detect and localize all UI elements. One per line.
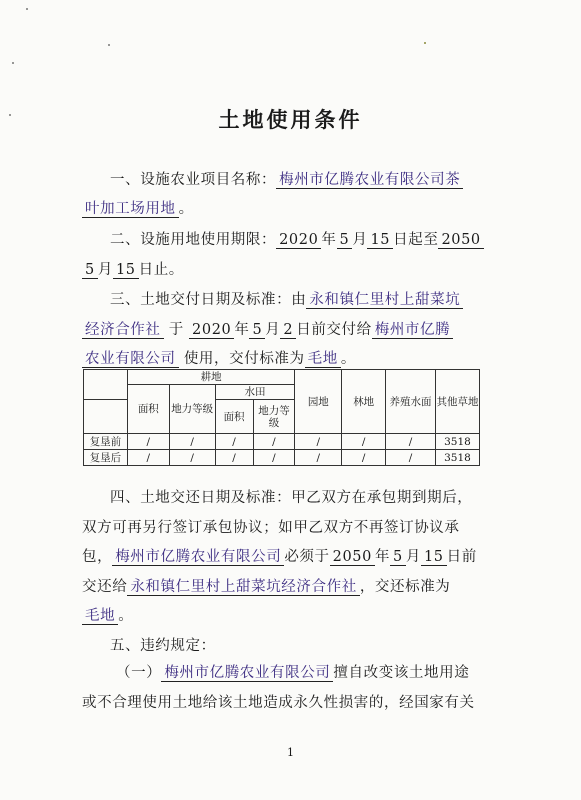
item2-line2 xyxy=(82,258,184,279)
page-title: 土地使用条件 xyxy=(218,107,363,132)
table-cell: / xyxy=(295,434,342,450)
item4-line3 xyxy=(82,545,477,566)
table-cell: / xyxy=(386,434,436,450)
header-dili: 地力等级 xyxy=(169,385,215,434)
year-char: 年 xyxy=(321,232,337,248)
table-row xyxy=(84,450,480,466)
item4-end: 。 xyxy=(118,608,134,624)
table-cell: / xyxy=(342,450,386,466)
item2-end-year: 2050 xyxy=(438,232,483,249)
item2-start-month: 5 xyxy=(337,232,353,249)
item1-label: 一、设施农业项目名称： xyxy=(110,172,277,188)
table-cell: / xyxy=(215,434,253,450)
item4-line5 xyxy=(82,604,133,625)
row-label: 复垦后 xyxy=(84,450,128,466)
month-char: 月 xyxy=(352,232,368,248)
item1-line2 xyxy=(82,197,194,218)
table-cell: / xyxy=(295,450,342,466)
item3-year: 2020 xyxy=(189,322,234,339)
item4-must: 必须于 xyxy=(284,549,330,565)
header-mianji: 面积 xyxy=(127,385,169,434)
month-char: 月 xyxy=(405,549,421,565)
item2-end-month: 5 xyxy=(82,262,98,279)
item3-label: 三、土地交付日期及标准：由 xyxy=(110,292,307,308)
table-cell: / xyxy=(127,434,169,450)
scan-speck xyxy=(424,42,426,44)
table-cell: / xyxy=(342,434,386,450)
item4-month: 5 xyxy=(390,549,406,566)
item5-sub-number: （一） xyxy=(116,665,162,681)
item1-project-name: 梅州市亿腾农业有限公司茶 xyxy=(276,172,463,189)
header-lindi: 林地 xyxy=(342,370,386,434)
scan-speck xyxy=(108,44,110,46)
table-cell: / xyxy=(169,434,215,450)
item3-to-party: 梅州市亿腾 xyxy=(372,322,454,339)
header-shuitian-dili: 地力等级 xyxy=(253,400,295,434)
item1-line1 xyxy=(110,168,463,189)
item4-pre: 包， xyxy=(82,549,113,565)
table-cell: / xyxy=(253,434,295,450)
scan-speck xyxy=(26,8,28,10)
header-qita: 其他草地 xyxy=(435,370,479,434)
item1-project-name-cont: 叶加工场用地 xyxy=(82,201,179,218)
item4-day: 15 xyxy=(421,549,447,566)
item3-from-party-cont: 经济合作社 xyxy=(82,322,164,339)
item4-year: 2050 xyxy=(330,549,375,566)
table-cell: / xyxy=(127,450,169,466)
item3-use-text: 使用，交付标准为 xyxy=(183,351,305,367)
item4-line4 xyxy=(82,575,450,596)
item2-start-year: 2020 xyxy=(276,232,321,249)
item3-to-party-cont: 农业有限公司 xyxy=(82,351,179,368)
item2-until-text: 日止。 xyxy=(138,262,184,278)
item3-yu: 于 xyxy=(168,322,184,338)
table-header-row xyxy=(84,370,480,385)
item3-standard: 毛地 xyxy=(305,351,341,368)
item4-standard-text: ，交还标准为 xyxy=(359,579,451,595)
table-cell: / xyxy=(386,450,436,466)
table-cell: 3518 xyxy=(435,434,479,450)
item4-line2: 双方可再另行签订承包协议；如甲乙双方不再签订协议承 xyxy=(82,520,460,536)
item3-line1 xyxy=(110,288,463,309)
item3-end: 。 xyxy=(340,351,356,367)
item2-end-day: 15 xyxy=(113,262,139,279)
table-row xyxy=(84,434,480,450)
item4-return-to: 交还给 xyxy=(82,579,128,595)
header-shuitian: 水田 xyxy=(215,385,295,400)
table-cell: / xyxy=(215,450,253,466)
item4-day-text: 日前 xyxy=(446,549,477,565)
year-char: 年 xyxy=(234,322,250,338)
header-shuitian-mianji: 面积 xyxy=(215,400,253,434)
item2-line1 xyxy=(110,228,484,249)
item3-deliver-text: 日前交付给 xyxy=(296,322,372,338)
header-yuandi: 园地 xyxy=(295,370,342,434)
month-char: 月 xyxy=(97,262,113,278)
item5-label: 五、违约规定： xyxy=(110,638,216,654)
item4-line1: 四、土地交还日期及标准：甲乙双方在承包期到期后， xyxy=(110,490,473,506)
item2-start-day: 15 xyxy=(367,232,393,249)
item5-text1: 擅自改变该土地用途 xyxy=(333,665,470,681)
table-cell: / xyxy=(169,450,215,466)
year-char: 年 xyxy=(374,549,391,565)
land-table xyxy=(83,369,480,466)
item3-from-party: 永和镇仁里村上甜菜坑 xyxy=(306,292,463,309)
table-cell: 3518 xyxy=(435,450,479,466)
item2-from-text: 日起至 xyxy=(393,232,439,248)
scan-speck xyxy=(12,62,14,64)
item2-label: 二、设施用地使用期限： xyxy=(110,232,277,248)
page-number: 1 xyxy=(287,746,294,759)
header-gengdi: 耕地 xyxy=(127,370,295,385)
table-cell: / xyxy=(253,450,295,466)
item4-standard: 毛地 xyxy=(82,608,118,625)
item4-party-a: 梅州市亿腾农业有限公司 xyxy=(112,549,284,566)
item3-day: 2 xyxy=(280,322,296,339)
item5-line2: 或不合理使用土地给该土地造成永久性损害的，经国家有关 xyxy=(82,695,475,711)
table-corner-cell xyxy=(84,400,128,434)
month-char: 月 xyxy=(265,322,281,338)
item3-month: 5 xyxy=(249,322,265,339)
table-corner-cell xyxy=(84,370,128,400)
header-yangzhi: 养殖水面 xyxy=(386,370,436,434)
item5-party: 梅州市亿腾农业有限公司 xyxy=(161,665,333,682)
row-label: 复垦前 xyxy=(84,434,128,450)
item4-party-b: 永和镇仁里村上甜菜坑经济合作社 xyxy=(127,579,360,596)
item5-line1 xyxy=(116,661,469,682)
item3-line3 xyxy=(82,347,356,368)
item3-line2 xyxy=(82,318,453,339)
item1-end: 。 xyxy=(178,201,194,217)
